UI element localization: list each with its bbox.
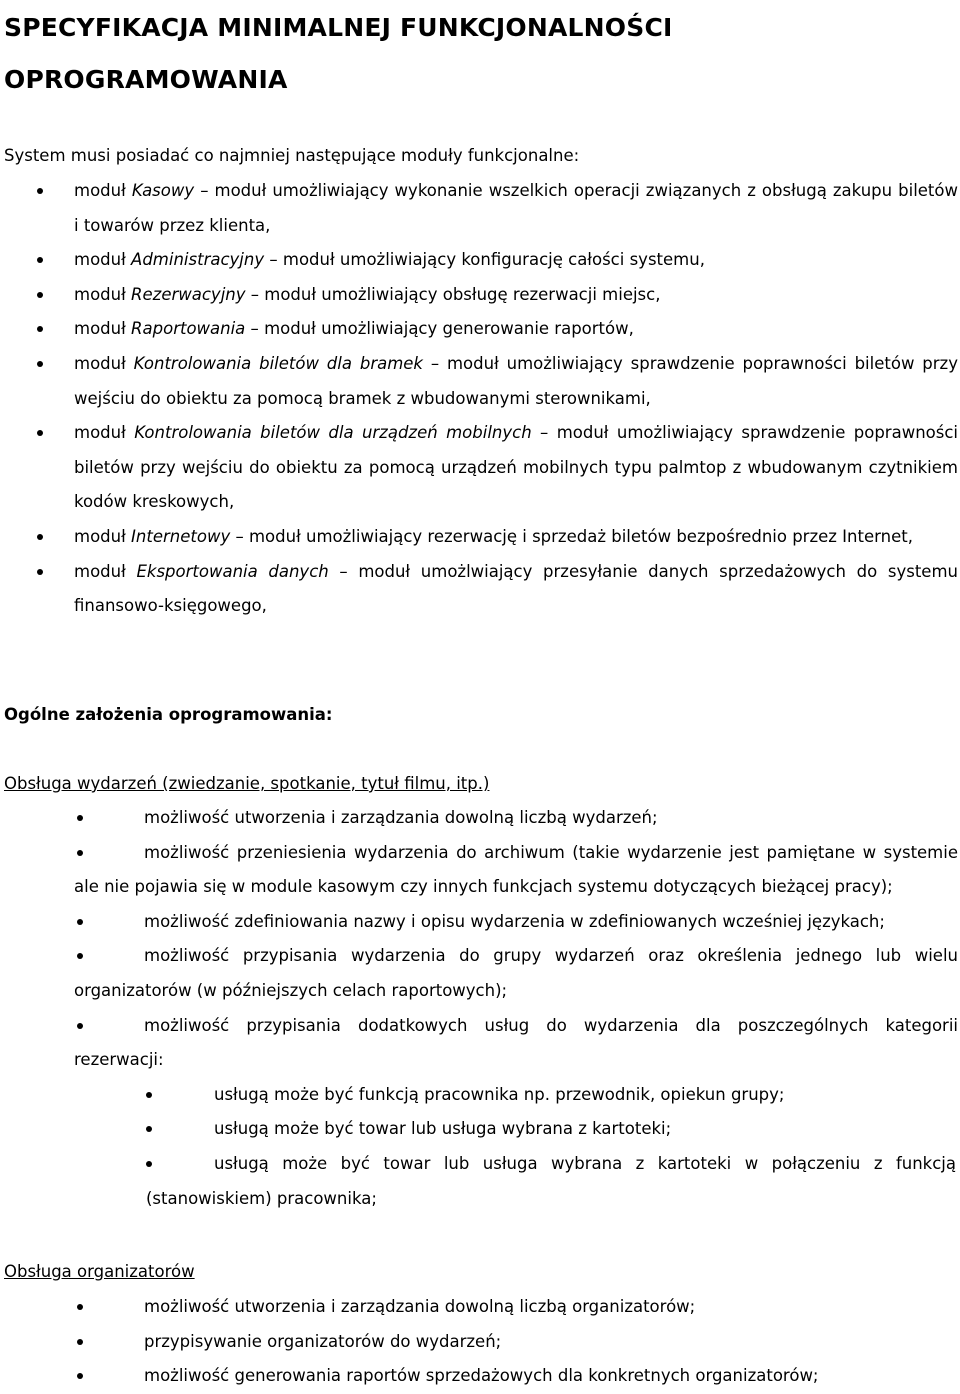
list-item: moduł Rezerwacyjny – moduł umożliwiający obsługę rezerwacji miejsc, (0, 278, 960, 313)
intro-paragraph: System musi posiadać co najmniej następujące moduły funkcjonalne: (4, 146, 580, 165)
module-name: Kontrolowania biletów dla bramek (133, 353, 423, 373)
document-title (4, 2, 673, 106)
list-item: moduł Raportowania – moduł umożliwiający generowanie raportów, (0, 312, 960, 347)
bullet-icon (37, 361, 43, 367)
bullet-icon (37, 188, 43, 194)
list-item: moduł Kontrolowania biletów dla urządzeń mobilnych – moduł umożliwiający sprawdzenie poprawności biletów przy wejściu do obiektu za pomocą urządzeń mobilnych typu palmtop z wbudowanym czytnikiem kodów kreskowych, (0, 416, 960, 520)
bullet-icon (37, 534, 43, 540)
module-description: moduł umożliwiający obsługę rezerwacji miejsc, (264, 284, 661, 304)
list-item: moduł Administracyjny – moduł umożliwiający konfigurację całości systemu, (0, 243, 960, 278)
list-item: usługą może być towar lub usługa wybrana z kartoteki; (0, 1112, 958, 1147)
bullet-icon (77, 1339, 83, 1345)
bullet-icon (146, 1092, 152, 1098)
list-item: możliwość przypisania dodatkowych usług do wydarzenia dla poszczególnych kategorii rezerwacji: usługą może być funkcją pracownika np. przewodnik, opiekun grupy; usługą może być towar lub usługa wybrana z kartoteki; usługą może być towar lub usługa wybrana z kartoteki w połączeniu z funkcją (stanowiskiem) pracownika; (0, 1009, 960, 1217)
list-item: możliwość przypisania wydarzenia do grupy wydarzeń oraz określenia jednego lub wielu organizatorów (w późniejszych celach raportowych); (74, 946, 958, 1000)
bullet-icon (37, 430, 43, 436)
list-item: moduł Internetowy – moduł umożliwiający rezerwację i sprzedaż biletów bezpośrednio przez Internet, (0, 520, 960, 555)
module-description: moduł umożliwiający generowanie raportów, (264, 319, 634, 339)
bullet-icon (37, 569, 43, 575)
bullet-icon (77, 1373, 83, 1379)
module-name: Kontrolowania biletów dla urządzeń mobilnych (134, 423, 532, 443)
module-description: moduł umożliwiający rezerwację i sprzedaż biletów bezpośrednio przez Internet, (248, 526, 913, 546)
organizers-heading: Obsługa organizatorów (4, 1262, 195, 1281)
bullet-icon (77, 1304, 83, 1310)
title-line-2: OPROGRAMOWANIA (4, 65, 288, 94)
module-description: moduł umożlwiający przesyłanie danych sprzedażowych do systemu finansowo-księgowego, (74, 561, 958, 616)
module-name: Raportowania (131, 319, 246, 339)
list-item: możliwość utworzenia i zarządzania dowolną liczbą wydarzeń; (0, 801, 960, 836)
module-description: moduł umożliwiający wykonanie wszelkich operacji związanych z obsługą zakupu biletów i towarów przez klienta, (74, 181, 958, 235)
bullet-icon (146, 1126, 152, 1132)
services-sublist (74, 1078, 958, 1216)
modules-list (0, 174, 960, 624)
list-item: moduł Kasowy – moduł umożliwiający wykonanie wszelkich operacji związanych z obsługą zakupu biletów i towarów przez klienta, (0, 174, 960, 243)
module-name: Internetowy (131, 526, 231, 546)
bullet-icon (37, 326, 43, 332)
list-item: możliwość utworzenia i zarządzania dowolną liczbą organizatorów; (0, 1290, 960, 1325)
module-name: Administracyjny (131, 250, 265, 270)
list-item: usługą może być towar lub usługa wybrana z kartoteki w połączeniu z funkcją (stanowiskiem) pracownika; (146, 1153, 956, 1208)
module-description: moduł umożliwiający sprawdzenie poprawności biletów przy wejściu do obiektu za pomocą bramek z wbudowanymi sterownikami, (74, 353, 958, 408)
bullet-icon (77, 850, 83, 856)
events-heading: Obsługa wydarzeń (zwiedzanie, spotkanie, tytuł filmu, itp.) (4, 774, 490, 793)
bullet-icon (77, 1023, 83, 1029)
organizers-list (0, 1290, 960, 1394)
list-item: moduł Kontrolowania biletów dla bramek – moduł umożliwiający sprawdzenie poprawności biletów przy wejściu do obiektu za pomocą bramek z wbudowanymi sterownikami, (0, 347, 960, 416)
events-list (0, 801, 960, 1216)
list-item: przypisywanie organizatorów do wydarzeń; (0, 1325, 960, 1360)
module-name: Eksportowania danych (136, 561, 329, 581)
bullet-icon (37, 292, 43, 298)
list-item: możliwość generowania raportów sprzedażowych dla konkretnych organizatorów; (0, 1359, 960, 1394)
general-assumptions-heading: Ogólne założenia oprogramowania: (4, 705, 333, 724)
list-item: usługą może być funkcją pracownika np. przewodnik, opiekun grupy; (0, 1078, 958, 1113)
bullet-icon (37, 257, 43, 263)
module-description: moduł umożliwiający sprawdzenie poprawności biletów przy wejściu do obiektu za pomocą urządzeń mobilnych typu palmtop z wbudowanym czytnikiem kodów kreskowych, (74, 423, 958, 512)
module-name: Rezerwacyjny (131, 284, 246, 304)
bullet-icon (77, 815, 83, 821)
list-item: moduł Eksportowania danych – moduł umożlwiający przesyłanie danych sprzedażowych do systemu finansowo-księgowego, (0, 555, 960, 624)
title-line-1: SPECYFIKACJA MINIMALNEJ FUNKCJONALNOŚCI (4, 13, 673, 42)
bullet-icon (77, 953, 83, 959)
list-item: możliwość zdefiniowania nazwy i opisu wydarzenia w zdefiniowanych wcześniej językach; (0, 905, 960, 940)
bullet-icon (77, 919, 83, 925)
module-description: moduł umożliwiający konfigurację całości systemu, (282, 250, 705, 270)
bullet-icon (146, 1161, 152, 1167)
list-item: możliwość przeniesienia wydarzenia do archiwum (takie wydarzenie jest pamiętane w systemie ale nie pojawia się w module kasowym czy innych funkcjach systemu dotyczących bieżącej pracy); (74, 842, 958, 897)
module-name: Kasowy (131, 181, 195, 200)
